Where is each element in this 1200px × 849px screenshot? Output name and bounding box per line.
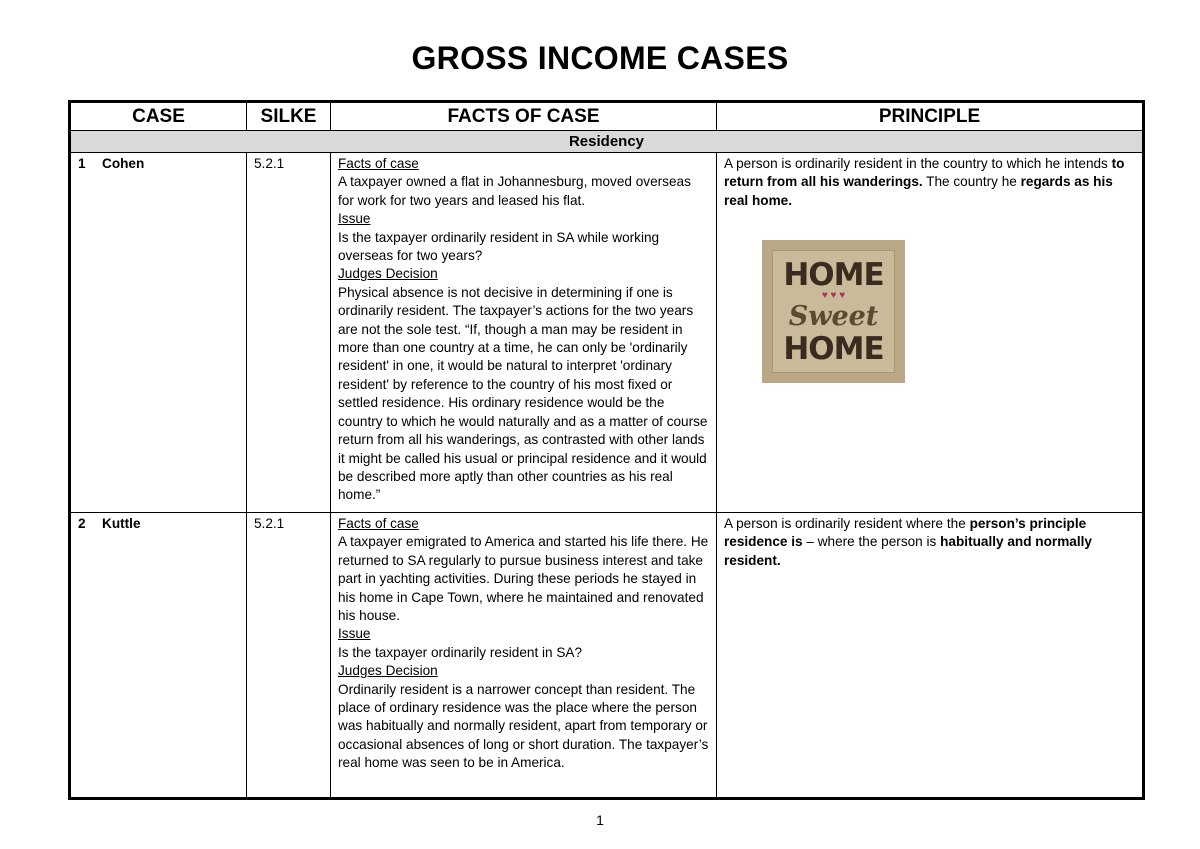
- silke-ref: 5.2.1: [247, 513, 331, 799]
- issue-heading: Issue: [338, 626, 371, 642]
- case-row-kuttle: [70, 513, 1144, 799]
- section-row: [70, 131, 1144, 153]
- cases-table: [68, 100, 1145, 800]
- document-title: GROSS INCOME CASES: [411, 40, 789, 76]
- decision-heading: Judges Decision: [338, 266, 438, 282]
- hearts-icon: ♥ ♥ ♥: [821, 290, 846, 302]
- facts-text: A taxpayer owned a flat in Johannesburg, moved overseas for work for two years and leased his flat.: [338, 174, 691, 208]
- principle-cell: [717, 153, 1144, 513]
- issue-text: Is the taxpayer ordinarily resident in SA?: [338, 644, 583, 660]
- image-word-sweet: Sweet: [788, 301, 879, 333]
- issue-heading: Issue: [338, 211, 371, 227]
- header-silke: SILKE: [247, 102, 331, 131]
- header-row: [70, 102, 1144, 131]
- page-number: 1: [596, 812, 604, 828]
- facts-heading: Facts of case: [338, 516, 419, 531]
- decision-text: Ordinarily resident is a narrower concept than resident. The place of ordinary residence was the place where the person was habitually and normally resident, apart from temporary or occasional absences of long or short duration. The taxpayer’s real home was seen to be in America.: [338, 681, 709, 771]
- facts-cell: [331, 513, 717, 799]
- case-name-cell: [70, 513, 247, 799]
- case-number: 2: [78, 516, 86, 531]
- decision-heading: Judges Decision: [338, 663, 438, 679]
- header-case: CASE: [70, 102, 247, 131]
- header-facts: FACTS OF CASE: [331, 102, 717, 131]
- case-row-cohen: [70, 153, 1144, 513]
- home-sweet-home-image: [762, 240, 905, 383]
- case-name: Cohen: [102, 156, 145, 171]
- header-principle: PRINCIPLE: [717, 102, 1144, 131]
- case-name-cell: [70, 153, 247, 513]
- principle-cell: [717, 513, 1144, 799]
- facts-heading: Facts of case: [338, 156, 419, 171]
- principle-text: A person is ordinarily resident in the country to which he intends to return from all his wanderings. The country he regards as his real home.: [724, 156, 1125, 208]
- silke-ref: 5.2.1: [247, 153, 331, 513]
- case-number: 1: [78, 156, 86, 171]
- case-name: Kuttle: [102, 516, 141, 531]
- principle-text: A person is ordinarily resident where the person’s principle residence is – where the person is habitually and normally resident.: [724, 516, 1092, 568]
- facts-text: A taxpayer emigrated to America and started his life there. He returned to SA regularly to pursue business interest and take part in yachting activities. During these periods he stayed in his home in Cape Town, where he maintained and renovated his house.: [338, 534, 709, 624]
- decision-text: Physical absence is not decisive in determining if one is ordinarily resident. The taxpayer’s actions for the two years are not the sole test. “If, though a man may be resident in more than one country at a time, he can only be 'ordinarily resident' in one, it would be natural to interpret 'ordinary resident' by reference to the country of his most fixed or settled residence. His ordinary residence would be the country to which he would naturally and as a matter of course return from all his wanderings, as contrasted with other lands it might be called his usual or principal residence and it would be described more aptly than other countries as his real home.”: [338, 284, 708, 503]
- facts-cell: [331, 153, 717, 513]
- issue-text: Is the taxpayer ordinarily resident in SA while working overseas for two years?: [338, 229, 660, 264]
- image-word-home-bottom: HOME: [783, 331, 884, 368]
- section-residency: Residency: [70, 131, 1144, 153]
- image-word-home-top: HOME: [783, 257, 884, 294]
